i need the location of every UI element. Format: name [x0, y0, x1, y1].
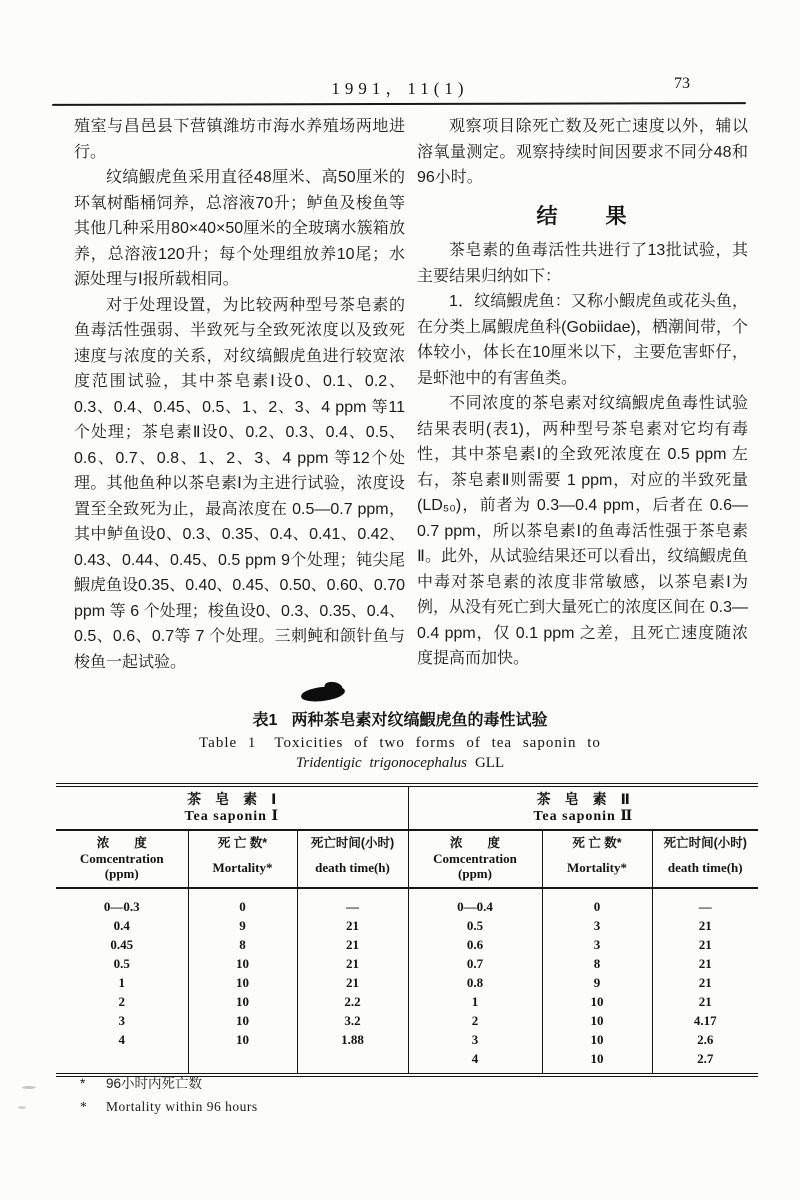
table-title-species-line	[0, 755, 800, 772]
conc-zh: 浓 度	[96, 836, 147, 850]
cell: 10	[188, 992, 297, 1011]
cell: 21	[297, 973, 408, 992]
species-authority: GLL	[474, 755, 505, 771]
col-header-mortality-2	[542, 830, 652, 888]
table-title-zh	[0, 707, 800, 730]
cell: 0.4	[113, 917, 130, 933]
time-en: death time(h)	[315, 860, 390, 875]
table-number-en: Table 1	[199, 735, 257, 751]
table-title-zh-text: 两种茶皂素对纹缟鰕虎鱼的毒性试验	[291, 712, 548, 729]
table-row	[56, 1030, 758, 1049]
cell: 10	[188, 1011, 297, 1030]
paragraph-continuation: 殖室与昌邑县下营镇潍坊市海水养殖场两地进行。	[74, 118, 405, 161]
cell: 4	[408, 1049, 542, 1075]
col-header-mortality-1	[188, 830, 297, 888]
cell: 1.88	[297, 1030, 408, 1049]
cell: 0.6	[408, 935, 542, 954]
cell: 21	[652, 916, 758, 935]
cell: 2.2	[297, 992, 408, 1011]
cell	[297, 1049, 408, 1075]
column-header-row	[56, 830, 758, 888]
table-row	[56, 888, 758, 916]
left-column	[74, 114, 405, 675]
header-rule	[52, 102, 746, 106]
cell: 0.7	[408, 954, 542, 973]
cell: 0.8	[408, 973, 542, 992]
cell: 1	[118, 974, 125, 990]
cell: 0	[188, 888, 297, 916]
group2-zh: 茶 皂 素 Ⅱ	[536, 791, 630, 807]
table-title	[0, 707, 800, 772]
group1-en: Tea saponin Ⅰ	[184, 809, 279, 824]
cell: 21	[652, 954, 758, 973]
page-header	[0, 74, 800, 100]
col-header-concentration-2	[408, 830, 542, 888]
species-name: Tridentigic trigonocephalus	[295, 755, 467, 771]
right-column	[417, 114, 748, 675]
col-header-deathtime-2	[652, 830, 758, 888]
toxicity-table	[56, 783, 758, 1077]
page-number: 73	[674, 75, 690, 92]
col-header-deathtime-1	[297, 830, 408, 888]
group-header-row	[56, 785, 758, 830]
conc-en: Comcentration	[433, 851, 517, 866]
cell: 21	[652, 935, 758, 954]
cell: 3	[542, 935, 652, 954]
cell: —	[297, 888, 408, 916]
cell: 10	[542, 1049, 652, 1075]
paragraph-rearing-setup: 纹缟鰕虎鱼采用直径48厘米、高50厘米的环氧树酯桶饲养，总溶液70升；鲈鱼及梭鱼等其他几种采用80×40×50厘米的全玻璃水簇箱放养，总溶液120升；每个处理组放养10尾；水源处理与Ⅰ报所载相同。	[74, 169, 405, 288]
cell: 21	[297, 954, 408, 973]
cell: 0.5	[408, 916, 542, 935]
paragraph-observation: 观察项目除死亡数及死亡速度以外，辅以溶氧量测定。观察持续时间因要求不同分48和96小时。	[417, 118, 748, 186]
table-row	[56, 916, 758, 935]
cell: 1	[408, 992, 542, 1011]
footnote-zh-text: 96小时内死亡数	[106, 1076, 203, 1091]
cell: 2	[408, 1011, 542, 1030]
col-header-concentration-1	[56, 830, 188, 888]
asterisk-marker: *	[80, 1099, 88, 1114]
table-title-en-text: Toxicities of two forms of tea saponin to	[274, 735, 601, 751]
footnote-zh	[80, 1072, 258, 1095]
article-body	[74, 114, 748, 675]
mort-en: Mortality*	[212, 860, 273, 875]
journal-reference: 1991，11(1)	[331, 79, 469, 98]
cell: 3.2	[297, 1011, 408, 1030]
footnotes	[80, 1072, 258, 1118]
footnote-en	[80, 1095, 258, 1118]
time-en: death time(h)	[667, 860, 743, 875]
table-row	[56, 973, 758, 992]
cell: 3	[542, 916, 652, 935]
time-zh: 死亡时间(小时)	[663, 836, 747, 850]
table-row	[56, 954, 758, 973]
table-row	[56, 935, 758, 954]
cell: 2.6	[652, 1030, 758, 1049]
paragraph-results-intro: 茶皂素的鱼毒活性共进行了13批试验，其主要结果归纳如下：	[417, 242, 748, 285]
cell: 21	[297, 935, 408, 954]
cell: 10	[542, 1030, 652, 1049]
cell: 9	[188, 916, 297, 935]
cell: 3	[118, 1012, 125, 1028]
scan-speck	[22, 1086, 36, 1089]
group-header-saponin-2	[408, 785, 758, 830]
mort-en: Mortality*	[567, 860, 627, 875]
cell: 10	[188, 954, 297, 973]
asterisk-marker: *	[80, 1076, 86, 1091]
cell: 0.5	[113, 955, 130, 971]
cell: 0—0.4	[408, 888, 542, 916]
conc-unit: (ppm)	[104, 866, 139, 881]
group1-zh: 茶 皂 素 Ⅰ	[187, 791, 277, 807]
table-title-en	[0, 735, 800, 752]
conc-zh: 浓 度	[449, 836, 500, 850]
ink-blot	[300, 685, 345, 703]
table-row	[56, 1011, 758, 1030]
cell: 21	[297, 916, 408, 935]
cell: 0.45	[110, 936, 134, 952]
paragraph-treatment-design: 对于处理设置，为比较两种型号茶皂素的鱼毒活性强弱、半致死与全致死浓度以及致死速度与浓度的关系，对纹缟鰕虎鱼进行较宽浓度范围试验，其中茶皂素Ⅰ设0、0.1、0.2、0.3、0.4、0.45、0.5、1、2、3、4 ppm 等11个处理；茶皂素Ⅱ设0、0.2、0.3、0.4、0.5、0.6、0.7、0.8、1、2、3、4 ppm 等12个处理。其他鱼种以茶皂素Ⅰ为主进行试验，浓度设置至全致死为止，最高浓度在 0.5—0.7 ppm，其中鲈鱼设0、0.3、0.35、0.4、0.41、0.42、0.43、0.44、0.45、0.5 ppm 9个处理；钝尖尾鰕虎鱼设0.35、0.40、0.45、0.50、0.60、0.70 ppm 等 6 个处理；梭鱼设0、0.3、0.35、0.4、0.5、0.6、0.7等 7 个处理。三刺鲀和颌针鱼与梭鱼一起试验。	[74, 296, 405, 671]
time-zh: 死亡时间(小时)	[310, 836, 395, 850]
group-header-saponin-1	[56, 785, 408, 830]
cell: 0—0.3	[103, 898, 140, 914]
cell: 8	[542, 954, 652, 973]
cell: 21	[652, 973, 758, 992]
cell: 9	[542, 973, 652, 992]
table-row	[56, 992, 758, 1011]
footnote-en-text: Mortality within 96 hours	[106, 1099, 258, 1114]
cell: 2.7	[652, 1049, 758, 1075]
cell: —	[652, 888, 758, 916]
mort-zh: 死 亡 数*	[217, 836, 268, 850]
mort-zh: 死 亡 数*	[572, 836, 622, 850]
cell: 10	[542, 1011, 652, 1030]
cell: 4.17	[652, 1011, 758, 1030]
paragraph-toxicity-results: 不同浓度的茶皂素对纹缟鰕虎鱼毒性试验结果表明(表1)，两种型号茶皂素对它均有毒性，其中茶皂素Ⅰ的全致死浓度在 0.5 ppm 左右，茶皂素Ⅱ则需要 1 ppm，对应的半致死量(LD₅₀)，前者为 0.3—0.4 ppm，后者在 0.6—0.7 ppm，所以茶皂素Ⅰ的鱼毒活性强于茶皂素Ⅱ。此外，从试验结果还可以看出，纹缟鰕虎鱼中毒对茶皂素的浓度非常敏感，以茶皂素Ⅰ为例，从没有死亡到大量死亡的浓度区间在 0.3—0.4 ppm，仅 0.1 ppm 之差，且死亡速度随浓度提高而加快。	[417, 395, 748, 667]
cell: 0	[542, 888, 652, 916]
conc-en: Comcentration	[79, 851, 164, 866]
cell: 10	[188, 1030, 297, 1049]
cell: 2	[118, 993, 125, 1009]
conc-unit: (ppm)	[458, 866, 492, 881]
paragraph-goby-description: 1．纹缟鰕虎鱼：又称小鰕虎鱼或花头鱼，在分类上属鰕虎鱼科(Gobiidae)，栖潮间带，个体较小，体长在10厘米以下，主要危害虾仔，是虾池中的有害鱼类。	[417, 293, 748, 387]
table-number-zh: 表1	[252, 712, 278, 729]
cell: 4	[118, 1031, 125, 1047]
cell: 3	[408, 1030, 542, 1049]
scan-speck	[18, 1106, 26, 1109]
section-heading-results: 结 果	[536, 204, 629, 228]
cell: 10	[542, 992, 652, 1011]
cell: 10	[188, 973, 297, 992]
group2-en: Tea saponin Ⅱ	[533, 809, 634, 824]
cell: 8	[188, 935, 297, 954]
cell: 21	[652, 992, 758, 1011]
